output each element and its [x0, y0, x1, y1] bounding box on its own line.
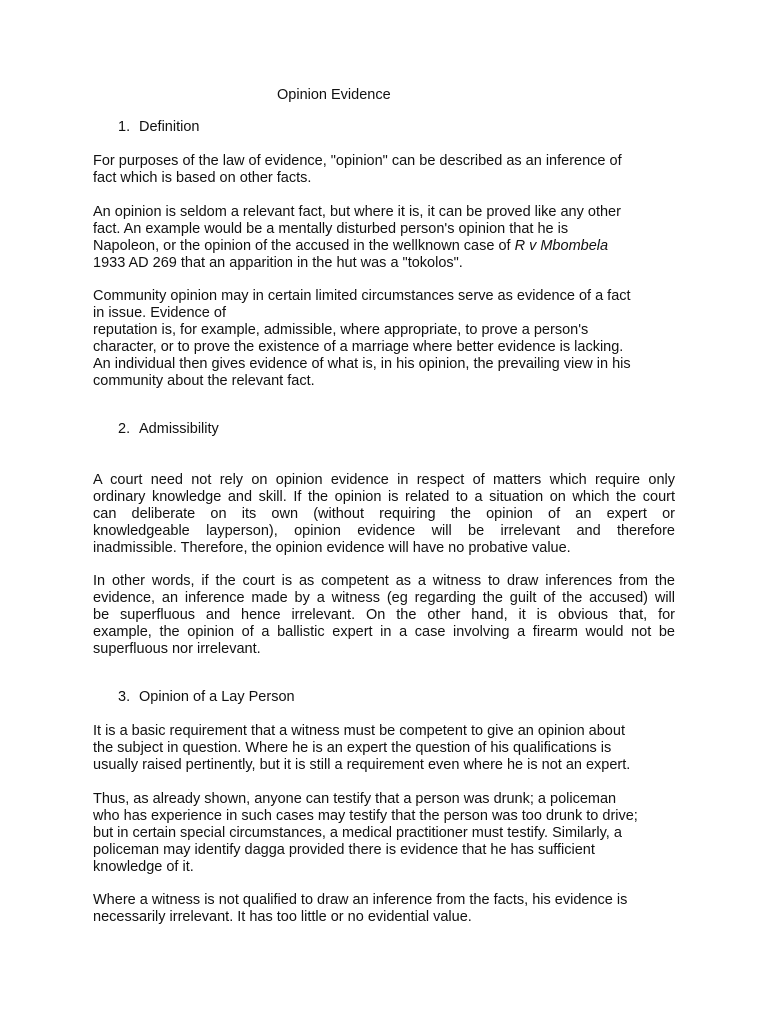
text-line: It is a basic requirement that a witness must be competent to give an opinion about [93, 723, 625, 739]
text-line: inadmissible. Therefore, the opinion evidence will have no probative value. [93, 540, 571, 556]
text-line: fact. An example would be a mentally disturbed person's opinion that he is [93, 221, 569, 237]
text-line: knowledgeable layperson), opinion evidence will be irrelevant and therefore [93, 523, 675, 539]
text-line: community about the relevant fact. [93, 373, 315, 389]
text-line: knowledge of it. [93, 859, 194, 875]
text-line: policeman may identify dagga provided there is evidence that he has sufficient [93, 842, 595, 858]
text-line: Where a witness is not qualified to draw an inference from the facts, his evidence is [93, 892, 628, 908]
section-number: 1. [118, 119, 131, 135]
paragraph-other-words [93, 573, 675, 658]
paragraph-basic-requirement [93, 723, 675, 774]
document-title: Opinion Evidence [277, 87, 391, 103]
text-line: example, the opinion of a ballistic expert in a case involving a firearm would not be [93, 624, 675, 640]
section-title: Definition [139, 119, 200, 135]
text-line: can deliberate on its own (without requiring the opinion of an expert or [93, 506, 675, 522]
section-heading-lay-person [118, 689, 295, 705]
section-number: 3. [118, 689, 131, 705]
section-heading-definition [118, 119, 199, 135]
text-line: usually raised pertinently, but it is still a requirement even where he is not an expert. [93, 757, 631, 773]
text-line: necessarily irrelevant. It has too little or no evidential value. [93, 909, 472, 925]
section-title: Opinion of a Lay Person [139, 689, 295, 705]
text-line: ordinary knowledge and skill. If the opinion is related to a situation on which the court [93, 489, 675, 505]
text-fragment: Napoleon, or the opinion of the accused in the wellknown case of [93, 238, 515, 254]
text-line: character, or to prove the existence of a marriage where better evidence is lacking. [93, 339, 624, 355]
text-line: be superfluous and hence irrelevant. On the other hand, it is obvious that, for [93, 607, 675, 623]
section-title: Admissibility [139, 421, 219, 437]
text-line: who has experience in such cases may testify that the person was too drunk to drive; [93, 808, 638, 824]
text-line: reputation is, for example, admissible, where appropriate, to prove a person's [93, 322, 589, 338]
text-line: 1933 AD 269 that an apparition in the hut was a "tokolos". [93, 255, 463, 271]
paragraph-community-opinion [93, 288, 675, 390]
text-line: For purposes of the law of evidence, "opinion" can be described as an inference of [93, 153, 622, 169]
text-line: fact which is based on other facts. [93, 170, 312, 186]
text-line: In other words, if the court is as competent as a witness to draw inferences from the [93, 573, 675, 589]
text-line: in issue. Evidence of [93, 305, 226, 321]
text-line: but in certain special circumstances, a medical practitioner must testify. Similarly, a [93, 825, 622, 841]
paragraph-admissibility [93, 472, 675, 557]
section-number: 2. [118, 421, 131, 437]
text-line: Community opinion may in certain limited circumstances serve as evidence of a fact [93, 288, 631, 304]
section-heading-admissibility [118, 421, 219, 437]
text-line: A court need not rely on opinion evidence in respect of matters which require only [93, 472, 675, 488]
text-line: evidence, an inference made by a witness (eg regarding the guilt of the accused) will [93, 590, 675, 606]
paragraph-definition [93, 153, 675, 187]
text-line-with-case [93, 238, 675, 255]
text-line: superfluous nor irrelevant. [93, 641, 261, 657]
text-line: An opinion is seldom a relevant fact, but where it is, it can be proved like any other [93, 204, 621, 220]
paragraph-relevant-fact [93, 204, 675, 272]
paragraph-drunk-example [93, 791, 675, 876]
case-name: R v Mbombela [514, 238, 609, 254]
paragraph-not-qualified [93, 892, 675, 926]
text-line: the subject in question. Where he is an expert the question of his qualifications is [93, 740, 612, 756]
text-line: Thus, as already shown, anyone can testify that a person was drunk; a policeman [93, 791, 617, 807]
text-line: An individual then gives evidence of what is, in his opinion, the prevailing view in his [93, 356, 631, 372]
